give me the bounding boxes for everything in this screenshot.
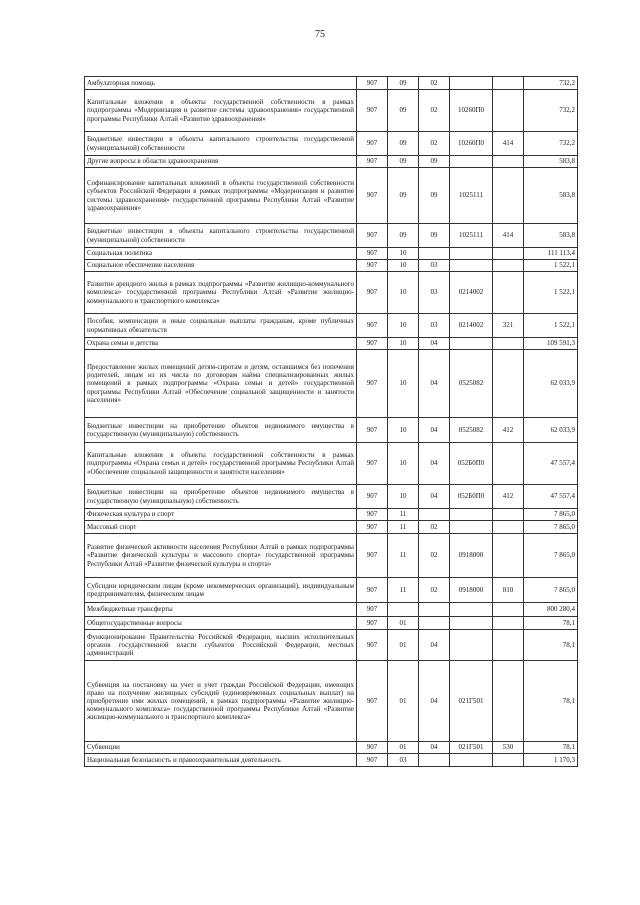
table-row [85,521,578,534]
expense-type [493,260,524,272]
target-code [450,77,493,90]
row-sum: 62 033,9 [524,350,578,418]
row-sum: 78,1 [524,661,578,742]
expense-type [493,443,524,485]
table-row [85,338,578,350]
table-row [85,578,578,603]
section-code: 10 [388,338,419,350]
ministry-code: 907 [357,521,388,534]
target-code [450,603,493,617]
target-code [450,509,493,521]
table-row [85,443,578,485]
table-row [85,485,578,509]
target-code [450,338,493,350]
row-sum: 47 557,4 [524,485,578,509]
ministry-code: 907 [357,350,388,418]
row-name: Бюджетные инвестиции на приобретение объектов недвижимого имущества в государственную (муниципальную) собственность [85,485,357,509]
section-code: 09 [388,156,419,168]
expense-type [493,248,524,260]
row-sum: 7 865,0 [524,521,578,534]
ministry-code: 907 [357,742,388,754]
subsection-code [419,248,450,260]
table-row [85,534,578,578]
subsection-code: 03 [419,272,450,314]
row-name: Субсидии юридическим лицам (кроме некоммерческих организаций), индивидуальным предпринимателям, физическим лицам [85,578,357,603]
target-code: 0918000 [450,534,493,578]
row-sum: 62 033,9 [524,418,578,443]
target-code [450,248,493,260]
row-sum: 1 522,1 [524,272,578,314]
section-code: 10 [388,248,419,260]
table-row [85,156,578,168]
subsection-code: 02 [419,132,450,156]
ministry-code: 907 [357,272,388,314]
row-sum: 7 865,0 [524,509,578,521]
table-row [85,661,578,742]
row-sum: 109 591,3 [524,338,578,350]
row-name: Бюджетные инвестиции на приобретение объектов недвижимого имущества в государственную (муниципальную) собственность [85,418,357,443]
row-name: Социальная политика [85,248,357,260]
target-code: 021Г501 [450,661,493,742]
expense-type [493,338,524,350]
subsection-code: 02 [419,90,450,132]
row-sum: 111 113,4 [524,248,578,260]
ministry-code: 907 [357,661,388,742]
table-row [85,132,578,156]
expense-type [493,77,524,90]
target-code: 0525082 [450,350,493,418]
section-code: 10 [388,314,419,338]
expense-type [493,754,524,767]
subsection-code: 04 [419,661,450,742]
target-code: 0214002 [450,314,493,338]
target-code: 10260П0 [450,90,493,132]
subsection-code: 09 [419,224,450,248]
ministry-code: 907 [357,603,388,617]
row-sum: 732,2 [524,90,578,132]
target-code [450,630,493,661]
budget-table [84,76,578,767]
page-number: 75 [315,29,325,40]
row-name: Физическая культура и спорт [85,509,357,521]
row-name: Предоставление жилых помещений детям-сиротам и детям, оставшимся без попечения родителей, лицам из их числа по договорам найма специализированных жилых помещений в рамках подпрограммы «Охрана семьи и детей» государственной программы Республики Алтай «Обеспечение социальной защищенности и занятости населения» [85,350,357,418]
target-code [450,156,493,168]
section-code: 10 [388,485,419,509]
subsection-code: 09 [419,156,450,168]
table-row [85,742,578,754]
subsection-code: 02 [419,534,450,578]
target-code: 0525082 [450,418,493,443]
expense-type [493,168,524,224]
section-code: 01 [388,630,419,661]
table-row [85,630,578,661]
subsection-code: 04 [419,485,450,509]
ministry-code: 907 [357,224,388,248]
row-sum: 7 865,0 [524,578,578,603]
section-code: 09 [388,224,419,248]
target-code: 052Б0П0 [450,443,493,485]
row-name: Развитие арендного жилья в рамках подпрограммы «Развитие жилищно-коммунального комплекса» государственной программы Республики Алтай «Развитие жилищно-коммунального и транспортного комплекса» [85,272,357,314]
target-code [450,754,493,767]
table-row [85,90,578,132]
subsection-code: 03 [419,260,450,272]
expense-type [493,534,524,578]
section-code: 09 [388,77,419,90]
ministry-code: 907 [357,260,388,272]
budget-table-body [85,77,578,767]
section-code: 11 [388,578,419,603]
section-code: 01 [388,742,419,754]
row-name: Субвенции [85,742,357,754]
subsection-code: 09 [419,168,450,224]
row-name: Другие вопросы в области здравоохранения [85,156,357,168]
row-name: Социальное обеспечение населения [85,260,357,272]
row-name: Функционирование Правительства Российской Федерации, высших исполнительных органов государственной власти субъектов Российской Федерации, местных администраций [85,630,357,661]
ministry-code: 907 [357,509,388,521]
ministry-code: 907 [357,314,388,338]
section-code: 11 [388,534,419,578]
row-sum: 1 170,3 [524,754,578,767]
row-sum: 78,1 [524,630,578,661]
section-code: 10 [388,350,419,418]
table-row [85,418,578,443]
ministry-code: 907 [357,534,388,578]
ministry-code: 907 [357,485,388,509]
ministry-code: 907 [357,156,388,168]
subsection-code: 04 [419,630,450,661]
target-code [450,260,493,272]
subsection-code [419,754,450,767]
expense-type: 414 [493,132,524,156]
target-code: 0214002 [450,272,493,314]
row-sum: 1 522,1 [524,314,578,338]
section-code: 11 [388,521,419,534]
table-row [85,314,578,338]
expense-type: 321 [493,314,524,338]
subsection-code: 02 [419,77,450,90]
row-name: Бюджетные инвестиции в объекты капитального строительства государственной (муниципальной) собственности [85,132,357,156]
section-code: 01 [388,661,419,742]
ministry-code: 907 [357,418,388,443]
expense-type [493,630,524,661]
row-name: Охрана семьи и детства [85,338,357,350]
expense-type: 530 [493,742,524,754]
table-row [85,260,578,272]
ministry-code: 907 [357,168,388,224]
row-sum: 7 865,0 [524,534,578,578]
row-sum: 583,8 [524,156,578,168]
expense-type [493,603,524,617]
table-row [85,603,578,617]
section-code: 01 [388,617,419,630]
subsection-code: 04 [419,338,450,350]
expense-type [493,617,524,630]
row-name: Массовый спорт [85,521,357,534]
section-code: 09 [388,90,419,132]
expense-type: 414 [493,224,524,248]
expense-type: 412 [493,485,524,509]
expense-type [493,509,524,521]
subsection-code [419,603,450,617]
ministry-code: 907 [357,630,388,661]
row-name: Развитие физической активности населения Республики Алтай в рамках подпрограммы «Развитие физической культуры и массового спорта» государственной программы Республики Алтай «Развитие физической культуры и спорта» [85,534,357,578]
ministry-code: 907 [357,617,388,630]
row-name: Амбулаторная помощь [85,77,357,90]
section-code: 11 [388,509,419,521]
section-code [388,603,419,617]
subsection-code: 04 [419,350,450,418]
row-sum: 732,2 [524,77,578,90]
expense-type: 412 [493,418,524,443]
expense-type [493,90,524,132]
expense-type [493,661,524,742]
row-sum: 1 522,1 [524,260,578,272]
table-row [85,350,578,418]
section-code: 09 [388,168,419,224]
ministry-code: 907 [357,77,388,90]
section-code: 09 [388,132,419,156]
table-row [85,509,578,521]
row-name: Бюджетные инвестиции в объекты капитального строительства государственной (муниципальной) собственности [85,224,357,248]
row-name: Софинансирование капитальных вложений в объекты государственной собственности субъектов Российской Федерации в рамках подпрограммы «Модернизация и развитие системы здравоохранения» государственной программы Республики Алтай «Развитие здравоохранения» [85,168,357,224]
target-code [450,521,493,534]
table-row [85,754,578,767]
subsection-code [419,509,450,521]
table-row [85,77,578,90]
row-name: Общегосударственные вопросы [85,617,357,630]
expense-type [493,350,524,418]
ministry-code: 907 [357,132,388,156]
ministry-code: 907 [357,248,388,260]
target-code: 0918000 [450,578,493,603]
target-code: 052Б0П0 [450,485,493,509]
expense-type [493,272,524,314]
table-row [85,168,578,224]
subsection-code [419,617,450,630]
ministry-code: 907 [357,443,388,485]
section-code: 10 [388,272,419,314]
row-sum: 583,8 [524,224,578,248]
table-row [85,617,578,630]
row-name: Пособия, компенсации и иные социальные выплаты гражданам, кроме публичных нормативных обязательств [85,314,357,338]
row-name: Капитальные вложения в объекты государственной собственности в рамках подпрограммы «Модернизация и развитие системы здравоохранения» государственной программы Республики Алтай «Развитие здравоохранения» [85,90,357,132]
row-name: Капитальные вложения в объекты государственной собственности в рамках подпрограммы «Охрана семьи и детей» государственной программы Республики Алтай «Обеспечение социальной защищенности и занятости населения» [85,443,357,485]
ministry-code: 907 [357,90,388,132]
target-code: 1025111 [450,224,493,248]
target-code: 10260П0 [450,132,493,156]
row-sum: 78,1 [524,617,578,630]
subsection-code: 03 [419,314,450,338]
table-row [85,248,578,260]
subsection-code: 04 [419,418,450,443]
subsection-code: 04 [419,443,450,485]
ministry-code: 907 [357,338,388,350]
expense-type [493,156,524,168]
ministry-code: 907 [357,578,388,603]
subsection-code: 04 [419,742,450,754]
section-code: 10 [388,418,419,443]
target-code: 021Г501 [450,742,493,754]
ministry-code: 907 [357,754,388,767]
row-sum: 47 557,4 [524,443,578,485]
row-name: Межбюджетные трансферты [85,603,357,617]
row-sum: 800 280,4 [524,603,578,617]
expense-type [493,521,524,534]
row-sum: 78,1 [524,742,578,754]
target-code: 1025111 [450,168,493,224]
expense-type: 810 [493,578,524,603]
row-sum: 583,8 [524,168,578,224]
table-row [85,224,578,248]
subsection-code: 02 [419,521,450,534]
row-name: Субвенция на постановку на учет и учет граждан Российской Федерации, имеющих право на получение жилищных субсидий (единовременных социальных выплат) на приобретение ими жилых помещений, в рамках подпрограммы «Развитие жилищно-коммунального комплекса» государственной программы Республики Алтай «Развитие жилищно-коммунального и транспортного комплекса» [85,661,357,742]
section-code: 10 [388,260,419,272]
row-name: Национальная безопасность и правоохранительная деятельность [85,754,357,767]
section-code: 03 [388,754,419,767]
section-code: 10 [388,443,419,485]
table-row [85,272,578,314]
row-sum: 732,2 [524,132,578,156]
target-code [450,617,493,630]
subsection-code: 02 [419,578,450,603]
